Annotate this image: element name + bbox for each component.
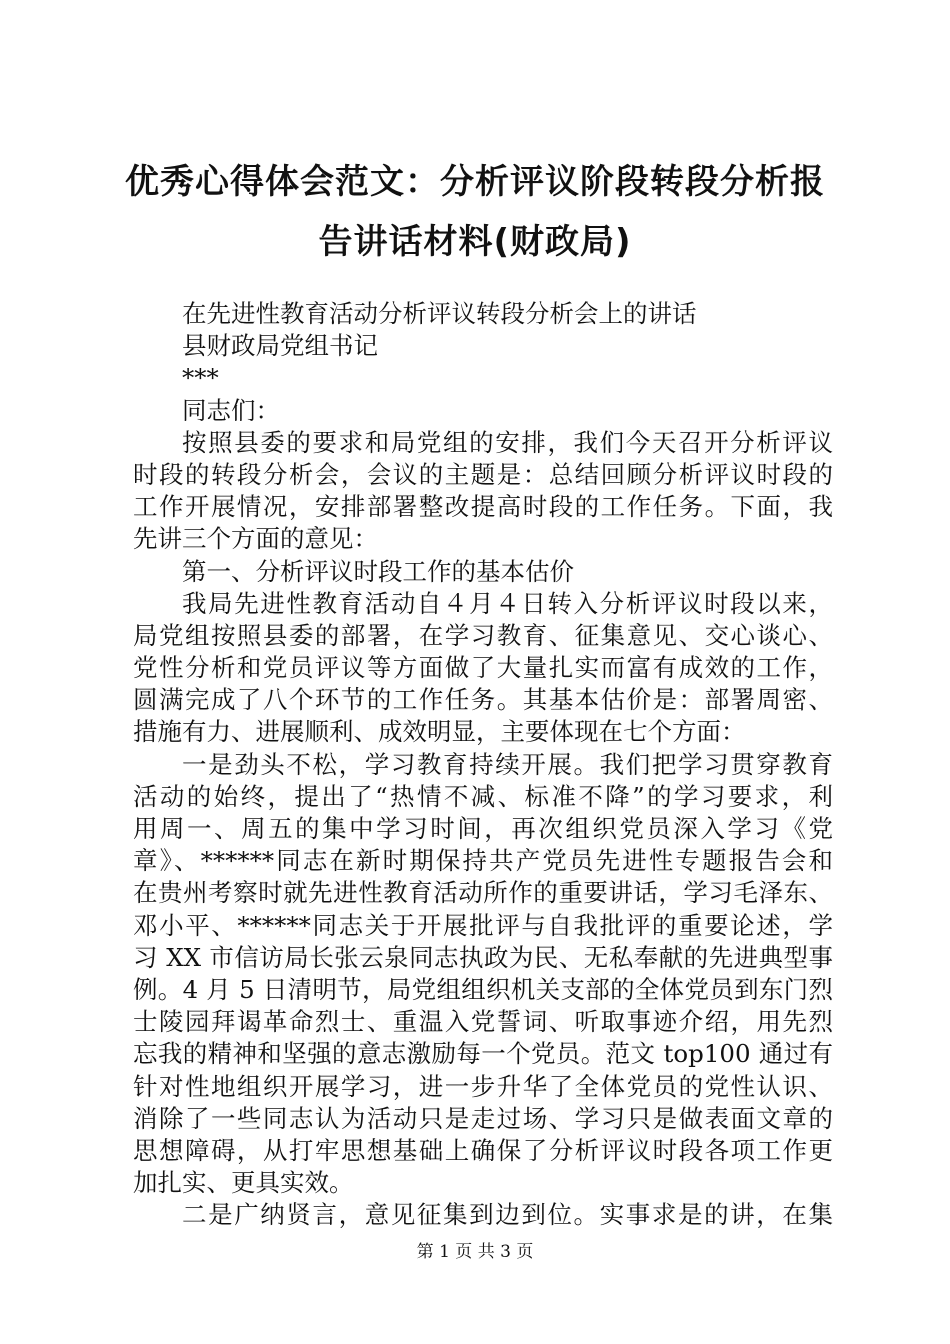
body-text-line: 按照县委的要求和局党组的安排，我们今天召开分析评议 xyxy=(182,427,833,457)
body-text-line: 时段的转段分析会，会议的主题是：总结回顾分析评议时段的 xyxy=(133,459,833,489)
body-text-line: 我局先进性教育活动自４月４日转入分析评议时段以来， xyxy=(182,588,833,618)
body-text-line: 二是广纳贤言，意见征集到边到位。实事求是的讲，在集 xyxy=(182,1200,833,1230)
body-text-line: 措施有力、进展顺利、成效明显，主要体现在七个方面： xyxy=(133,717,746,747)
body-text-line: 局党组按照县委的部署，在学习教育、征集意见、交心谈心、 xyxy=(133,620,833,650)
body-text-line: 先讲三个方面的意见： xyxy=(133,524,378,554)
body-text-line: 章》、******同志在新时期保持共产党员先进性专题报告会和 xyxy=(133,846,833,876)
body-text-line: 例。4 月 5 日清明节，局党组组织机关支部的全体党员到东门烈 xyxy=(133,974,833,1004)
body-text-line: 工作开展情况，安排部署整改提高时段的工作任务。下面，我 xyxy=(133,492,833,522)
body-text-line: *** xyxy=(182,363,219,393)
body-text-line: 加扎实、更具实效。 xyxy=(133,1168,354,1198)
document-title-line-2: 告讲话材料(财政局) xyxy=(318,222,632,262)
body-text-line: 圆满完成了八个环节的工作任务。其基本估价是：部署周密、 xyxy=(133,685,833,715)
body-text-line: 思想障碍，从打牢思想基础上确保了分析评议时段各项工作更 xyxy=(133,1135,833,1165)
page-footer: 第 1 页 共 3 页 xyxy=(416,1242,534,1262)
body-text-line: 县财政局党组书记 xyxy=(182,331,378,361)
body-text-line: 一是劲头不松，学习教育持续开展。我们把学习贯穿教育 xyxy=(182,749,833,779)
body-text-line: 活动的始终，提出了“热情不减、标准不降”的学习要求，利 xyxy=(133,781,833,811)
document-body xyxy=(133,298,833,1231)
body-text-line: 消除了一些同志认为活动只是走过场、学习只是做表面文章的 xyxy=(133,1103,833,1133)
body-text-line: 在贵州考察时就先进性教育活动所作的重要讲话，学习毛泽东、 xyxy=(133,878,833,908)
body-text-line: 第一、分析评议时段工作的基本估价 xyxy=(182,556,574,586)
body-text-line: 忘我的精神和坚强的意志激励每一个党员。范文 top100 通过有 xyxy=(133,1039,833,1069)
body-text-line: 在先进性教育活动分析评议转段分析会上的讲话 xyxy=(182,299,697,328)
document-title-line-1: 优秀心得体会范文：分析评议阶段转段分析报 xyxy=(125,162,825,202)
body-text-line: 士陵园拜谒革命烈士、重温入党誓词、听取事迹介绍，用先烈 xyxy=(133,1007,833,1037)
body-text-line: 针对性地组织开展学习，进一步升华了全体党员的党性认识、 xyxy=(133,1071,833,1101)
body-text-line: 同志们： xyxy=(182,395,280,425)
body-text-line: 习 XX 市信访局长张云泉同志执政为民、无私奉献的先进典型事 xyxy=(133,942,833,972)
body-text-line: 邓小平、******同志关于开展批评与自我批评的重要论述，学 xyxy=(133,910,833,940)
body-text-line: 用周一、周五的集中学习时间，再次组织党员深入学习《党 xyxy=(133,814,833,843)
body-text-line: 党性分析和党员评议等方面做了大量扎实而富有成效的工作， xyxy=(133,653,833,683)
